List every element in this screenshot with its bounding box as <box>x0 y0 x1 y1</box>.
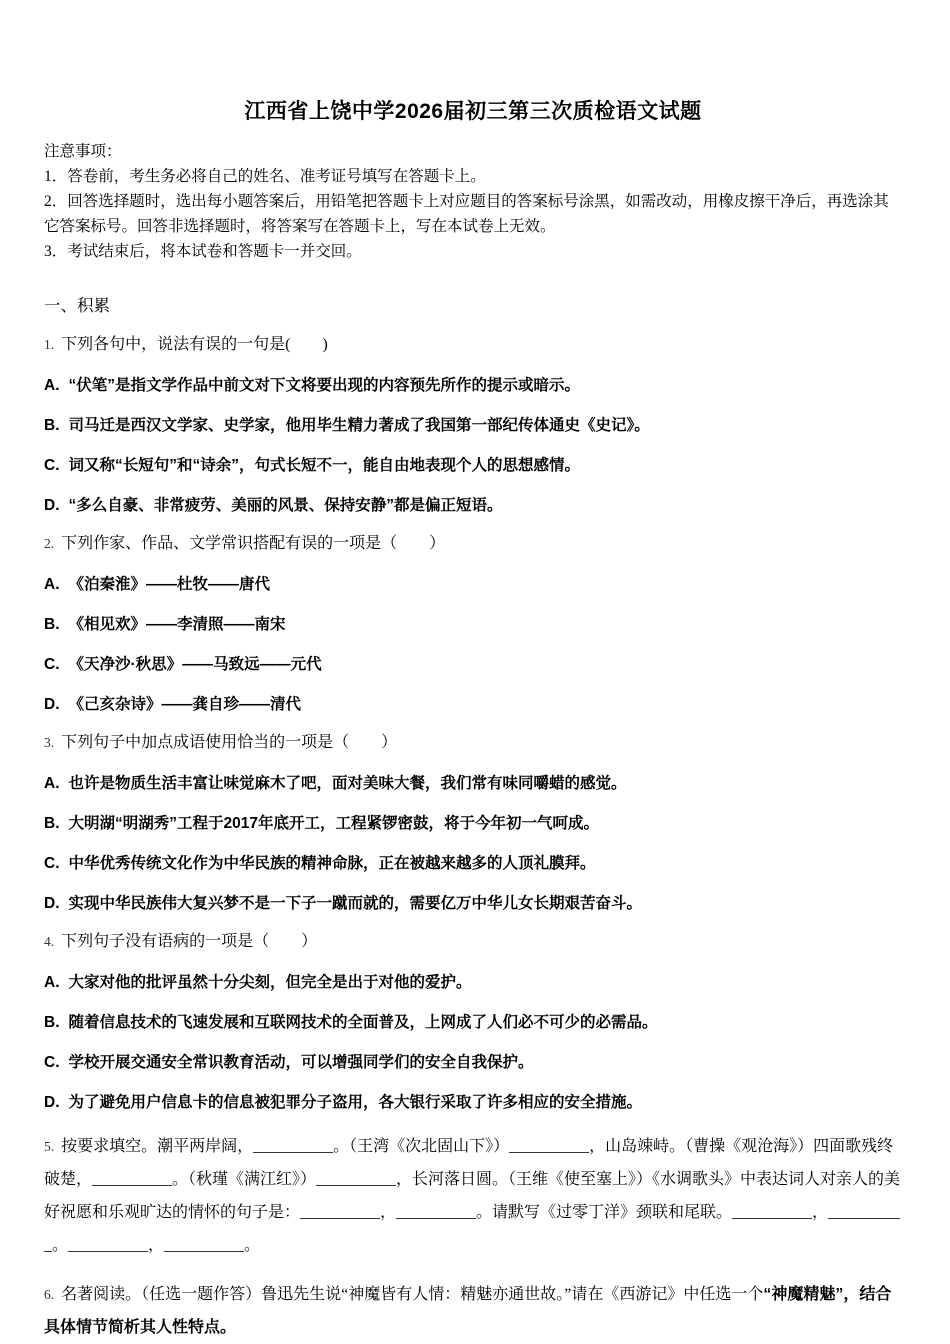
option-text: 《天净沙·秋思》——马致远——元代 <box>68 656 322 673</box>
option-label: C. <box>44 855 60 872</box>
question-number: 3. <box>44 735 55 750</box>
question-1-stem <box>44 333 902 357</box>
question-2-option-c <box>44 653 902 676</box>
question-4-option-b <box>44 1011 902 1034</box>
question-4-option-d <box>44 1091 902 1114</box>
question-2-option-b <box>44 613 902 636</box>
question-3-option-d <box>44 892 902 915</box>
question-number: 5. <box>44 1139 55 1154</box>
notice-item-1: 1．答卷前，考生务必将自己的姓名、准考证号填写在答题卡上。 <box>44 168 486 185</box>
question-4 <box>44 930 902 1114</box>
option-label: B. <box>44 616 60 633</box>
option-text: “伏笔”是指文学作品中前文对下文将要出现的内容预先所作的提示或暗示。 <box>68 377 581 394</box>
question-6-bold-text: “神魔精魅”，结合具体情节简析其人性特点。 <box>44 1286 892 1336</box>
question-5 <box>44 1130 902 1262</box>
question-2-option-d <box>44 693 902 716</box>
question-1-option-d <box>44 494 902 517</box>
notice-item-3: 3．考试结束后，将本试卷和答题卡一并交回。 <box>44 243 362 260</box>
question-1-option-a <box>44 374 902 397</box>
option-label: B. <box>44 1014 60 1031</box>
question-4-stem <box>44 930 902 954</box>
option-text: 《己亥杂诗》——龚自珍——清代 <box>68 696 302 713</box>
question-3-option-b <box>44 812 902 835</box>
option-label: C. <box>44 656 60 673</box>
question-6 <box>44 1278 902 1344</box>
option-text: 大明湖“明湖秀”工程于2017年底开工，工程紧锣密鼓，将于今年初一气呵成。 <box>68 815 599 832</box>
notice-header: 注意事项： <box>44 143 122 160</box>
option-text: 《相见欢》——李清照——南宋 <box>68 616 286 633</box>
question-4-option-c <box>44 1051 902 1074</box>
option-label: A. <box>44 576 60 593</box>
section-title-accumulation: 一、积累 <box>44 296 110 315</box>
option-text: 学校开展交通安全常识教育活动，可以增强同学们的安全自我保护。 <box>68 1054 534 1071</box>
option-text: 词又称“长短句”和“诗余”，句式长短不一，能自由地表现个人的思想感情。 <box>68 457 581 474</box>
question-6-text: 名著阅读。（任选一题作答）鲁迅先生说“神魔皆有人情：精魅亦通世故。”请在《西游记》中任选一个 <box>61 1286 764 1303</box>
option-text: 实现中华民族伟大复兴梦不是一下子一蹴而就的，需要亿万中华儿女长期艰苦奋斗。 <box>68 895 643 912</box>
option-text: 中华优秀传统文化作为中华民族的精神命脉，正在被越来越多的人顶礼膜拜。 <box>68 855 596 872</box>
notice-item-2: 2．回答选择题时，选出每小题答案后，用铅笔把答题卡上对应题目的答案标号涂黑，如需改动，用橡皮擦干净后，再选涂其它答案标号。回答非选择题时，将答案写在答题卡上，写在本试卷上无效。 <box>44 193 889 235</box>
option-label: D. <box>44 1094 60 1111</box>
option-label: A. <box>44 974 60 991</box>
question-stem-text: 下列各句中，说法有误的一句是( ) <box>61 336 328 353</box>
question-number: 6. <box>44 1287 55 1302</box>
question-stem-text: 下列句子没有语病的一项是（ ） <box>61 933 318 950</box>
question-3-option-c <box>44 852 902 875</box>
question-2 <box>44 532 902 716</box>
option-label: B. <box>44 417 60 434</box>
option-label: C. <box>44 1054 60 1071</box>
question-3-option-a <box>44 772 902 795</box>
question-1 <box>44 333 902 517</box>
page-title: 江西省上饶中学2026届初三第三次质检语文试题 <box>244 100 702 123</box>
question-stem-text: 下列作家、作品、文学常识搭配有误的一项是（ ） <box>61 535 446 552</box>
option-text: 也许是物质生活丰富让味觉麻木了吧，面对美味大餐，我们常有味同嚼蜡的感觉。 <box>68 775 627 792</box>
question-1-option-c <box>44 454 902 477</box>
option-label: A. <box>44 775 60 792</box>
option-text: 司马迁是西汉文学家、史学家，他用毕生精力著成了我国第一部纪传体通史《史记》。 <box>68 417 650 434</box>
option-label: D. <box>44 696 60 713</box>
option-text: 为了避免用户信息卡的信息被犯罪分子盗用，各大银行采取了许多相应的安全措施。 <box>68 1094 643 1111</box>
option-text: 《泊秦淮》——杜牧——唐代 <box>68 576 271 593</box>
question-5-text: 按要求填空。潮平两岸阔，__________。（王湾《次北固山下》）__________，山岛竦峙。（曹操《观沧海》）四面歌残终破楚，__________。（秋瑾《满江红》）__________，长河落日圆。（王维《使至塞上》）《水调歌头》中表达词人对亲人的美好祝愿和乐观旷达的情怀的句子是：__________，__________。请默写《过零丁洋》颈联和尾联。__________，__________。__________，__________。 <box>44 1138 901 1254</box>
option-text: “多么自豪、非常疲劳、美丽的风景、保持安静”都是偏正短语。 <box>68 497 503 514</box>
question-3-stem <box>44 731 902 755</box>
question-2-stem <box>44 532 902 556</box>
option-label: D. <box>44 497 60 514</box>
question-2-option-a <box>44 573 902 596</box>
question-3 <box>44 731 902 915</box>
option-label: C. <box>44 457 60 474</box>
question-number: 1. <box>44 337 55 352</box>
option-text: 随着信息技术的飞速发展和互联网技术的全面普及，上网成了人们必不可少的必需品。 <box>68 1014 658 1031</box>
question-stem-text: 下列句子中加点成语使用恰当的一项是（ ） <box>61 734 398 751</box>
question-number: 4. <box>44 934 55 949</box>
question-4-option-a <box>44 971 902 994</box>
option-label: D. <box>44 895 60 912</box>
option-label: A. <box>44 377 60 394</box>
notice-section <box>44 140 902 264</box>
question-1-option-b <box>44 414 902 437</box>
option-label: B. <box>44 815 60 832</box>
option-text: 大家对他的批评虽然十分尖刻，但完全是出于对他的爱护。 <box>68 974 472 991</box>
question-number: 2. <box>44 536 55 551</box>
